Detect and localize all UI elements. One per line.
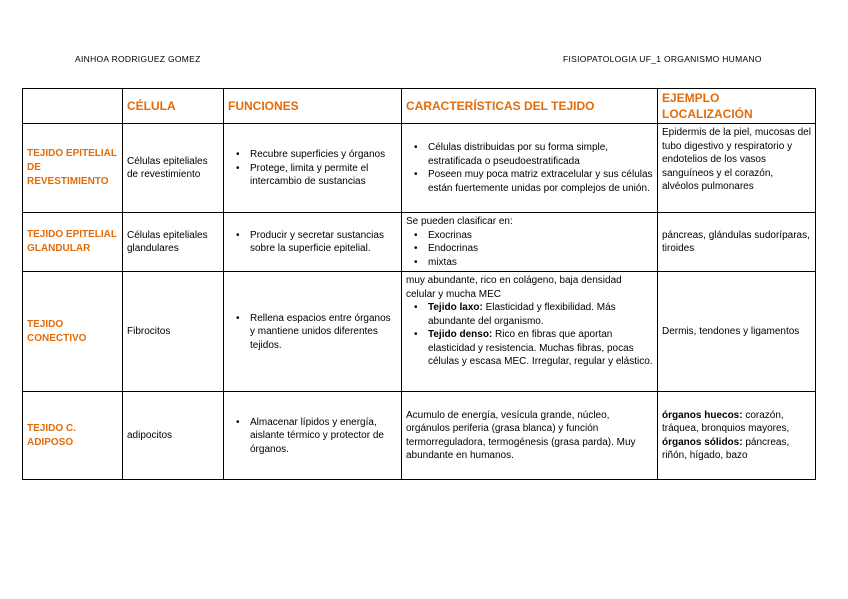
author-name: AINHOA RODRIGUEZ GOMEZ [75, 54, 201, 64]
solid-organs-text: páncreas, riñón, hígado, bazo [662, 436, 790, 462]
table-row [23, 213, 816, 272]
functions-cell [224, 272, 402, 392]
list-item: • Endocrinas [428, 242, 653, 256]
list-item: • Rellena espacios entre órganos y mantiene unidos diferentes tejidos. [250, 312, 397, 353]
table-row [23, 392, 816, 480]
item-text: Rico en fibras que aportan elasticidad y resistencia. Muchas fibras, pocas células y escasa MEC. Irregular, regular y elástico. [428, 329, 653, 368]
characteristics-intro: muy abundante, rico en colágeno, baja densidad celular y mucha MEC [406, 275, 622, 300]
header-cell-ejemplo: EJEMPLO LOCALIZACIÓN [658, 89, 816, 124]
list-item: • mixtas [428, 256, 653, 270]
table-row [23, 272, 816, 392]
header-cell-funciones: FUNCIONES [224, 89, 402, 124]
header-cell-celula: CÉLULA [123, 89, 224, 124]
list-item: • Poseen muy poca matriz extracelular y sus células están fuertemente unidas por complejos de unión. [428, 168, 653, 195]
hollow-organs-label: órganos huecos: [662, 409, 743, 421]
item-text: Elasticidad y flexibilidad. Más abundante del organismo. [428, 302, 616, 327]
cell-type: adipocitos [123, 392, 224, 480]
characteristics-cell [402, 213, 658, 272]
functions-cell [224, 124, 402, 213]
document-subject: FISIOPATOLOGIA UF_1 ORGANISMO HUMANO [563, 54, 762, 64]
tissue-table [22, 88, 816, 480]
item-label: Tejido denso: [428, 329, 493, 341]
tissue-name: TEJIDO EPITELIAL GLANDULAR [23, 213, 123, 272]
table-row [23, 124, 816, 213]
list-item: • Exocrinas [428, 229, 653, 243]
functions-cell [224, 213, 402, 272]
header-cell-blank [23, 89, 123, 124]
functions-cell [224, 392, 402, 480]
characteristics-cell [402, 272, 658, 392]
characteristics-cell: Acumulo de energía, vesícula grande, núcleo, orgánulos periferia (grasa blanca) y función termorreguladora, termogénesis (grasa parda). Muy abundante en humanos. [402, 392, 658, 480]
header-cell-caracteristicas: CARACTERÍSTICAS DEL TEJIDO [402, 89, 658, 124]
tissue-name: TEJIDO EPITELIAL DE REVESTIMIENTO [23, 124, 123, 213]
list-item: • Protege, limita y permite el intercambio de sustancias [250, 162, 397, 189]
solid-organs-label: órganos sólidos: [662, 436, 743, 448]
list-item [428, 301, 653, 328]
table-header-row [23, 89, 816, 124]
cell-type: Células epiteliales de revestimiento [123, 124, 224, 213]
example-location: Dermis, tendones y ligamentos [658, 272, 816, 392]
characteristics-cell [402, 124, 658, 213]
tissue-name: TEJIDO C. ADIPOSO [23, 392, 123, 480]
list-item: • Almacenar lípidos y energía, aislante térmico y protector de órganos. [250, 416, 397, 457]
list-item: • Recubre superficies y órganos [250, 148, 397, 162]
hollow-organs-text: corazón, tráquea, bronquios mayores, [662, 409, 790, 435]
tissue-name: TEJIDO CONECTIVO [23, 272, 123, 392]
example-location: páncreas, glándulas sudoríparas, tiroides [658, 213, 816, 272]
characteristics-intro: Se pueden clasificar en: [406, 216, 513, 228]
example-location: Epidermis de la piel, mucosas del tubo digestivo y respiratorio y endotelios de los vasos sanguíneos y el corazón, alvéolos pulmonares [658, 124, 816, 213]
list-item: • Producir y secretar sustancias sobre la superficie epitelial. [250, 229, 397, 256]
example-location [658, 392, 816, 480]
list-item [428, 328, 653, 369]
list-item: • Células distribuidas por su forma simple, estratificada o pseudoestratificada [428, 141, 653, 168]
cell-type: Fibrocitos [123, 272, 224, 392]
cell-type: Células epiteliales glandulares [123, 213, 224, 272]
item-label: Tejido laxo: [428, 302, 483, 314]
